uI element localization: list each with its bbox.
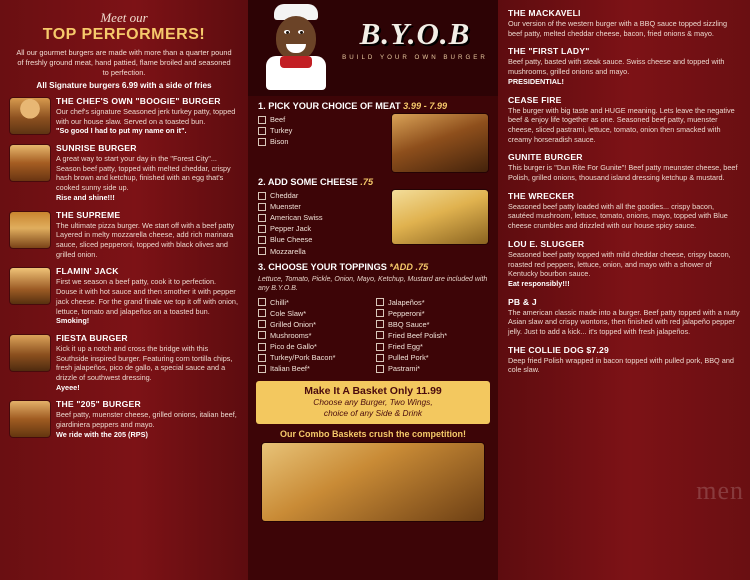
menu-item-description: Deep fried Polish wrapped in bacon topped with pulled pork, BBQ and cole slaw. [508, 355, 734, 375]
list-item [10, 96, 238, 136]
menu-item-description: The american classic made into a burger. Beef patty topped with a nutty Asian slaw and crispy wontons, then finished with red jalapeño pepper jelly. Just to add a kick... it's topped with fresh jalapeños. [508, 307, 740, 337]
step-3-title: CHOOSE YOUR TOPPINGS [268, 261, 387, 272]
logo-tagline: BUILD YOUR OWN BURGER [342, 54, 488, 61]
option-cheddar[interactable] [258, 190, 384, 201]
option-muenster[interactable] [258, 201, 384, 212]
checkbox-icon[interactable] [376, 331, 384, 339]
step-2-number: 2. [258, 177, 266, 187]
option-label: Beef [270, 115, 286, 124]
menu-item-tagline: Smoking! [56, 316, 90, 326]
list-item [508, 152, 742, 182]
menu-item-tagline: PRESIDENTIAL! [508, 76, 564, 86]
combo-basket-photo [262, 443, 484, 521]
option-turkey-pork-bacon[interactable] [258, 352, 370, 363]
chef-mascot-icon [260, 4, 332, 90]
menu-item-tagline: Eat responsibly!!! [508, 278, 570, 288]
option-label: Pastrami* [388, 364, 421, 374]
step-3-price: *ADD .75 [389, 261, 429, 272]
checkbox-icon[interactable] [258, 343, 266, 351]
checkbox-icon[interactable] [258, 365, 266, 373]
checkbox-icon[interactable] [258, 138, 266, 146]
logo-banner [248, 0, 498, 96]
cheese-photo [392, 190, 488, 244]
checkbox-icon[interactable] [258, 236, 266, 244]
menu-item-description: Seasoned beef patty loaded with all the goodies... crispy bacon, sautéed mushroom, lettuce, tomato, onions, mayo, topped with Blue cheese crumbles and drizzled with our house spicy sauce. [508, 201, 728, 231]
middle-column [248, 0, 498, 580]
menu-item-title: THE SUPREME [56, 209, 121, 220]
option-label: Mushrooms* [270, 330, 312, 340]
checkbox-icon[interactable] [376, 320, 384, 328]
list-item [508, 297, 742, 337]
checkbox-icon[interactable] [258, 203, 266, 211]
step-3-toppings [248, 257, 498, 375]
option-label: Italian Beef* [270, 364, 310, 374]
meat-options [258, 114, 384, 172]
checkbox-icon[interactable] [376, 365, 384, 373]
option-american-swiss[interactable] [258, 212, 384, 223]
step-2-heading [258, 177, 488, 187]
step-2-cheese [248, 172, 498, 257]
list-item [508, 8, 742, 38]
option-label: Turkey/Pork Bacon* [270, 353, 336, 363]
checkbox-icon[interactable] [258, 127, 266, 135]
menu-item-tagline: "So good I had to put my name on it". [56, 126, 187, 136]
checkbox-icon[interactable] [258, 309, 266, 317]
list-item [508, 46, 742, 86]
left-column [0, 0, 248, 580]
watermark: men [696, 476, 744, 505]
menu-item-description: Our chef's signature Seasoned jerk turkey patty, topped with our house slaw. Served on a toasted bun. [56, 106, 236, 126]
menu-item-description: Kick it up a notch and cross the bridge with this Southside inspired burger. Featuring corn tortilla chips, fresh jalapeños, pico de gallo, a special sauce and a drizzle of southwest dressing. [56, 343, 233, 383]
burger-photo [10, 145, 50, 181]
menu-item-description: This burger is "Dun Rite For Gunite"! Beef patty meunster cheese, beef Polish, grilled onions, thousand island dressing ketchup & mustard. [508, 163, 738, 183]
option-beef[interactable] [258, 114, 384, 125]
menu-item-description: Seasoned beef patty topped with mild cheddar cheese, crispy bacon, roasted red peppers, lettuce, onion, and mayo with a shower of Kentucky bourbon sauce. [508, 249, 731, 279]
burger-photo [10, 401, 50, 437]
option-label: BBQ Sauce* [388, 319, 430, 329]
top-performers-heading: TOP PERFORMERS! [42, 26, 206, 43]
basket-promo [256, 381, 490, 424]
checkbox-icon[interactable] [258, 331, 266, 339]
right-column [498, 0, 750, 580]
option-jalapenos[interactable] [376, 297, 488, 308]
option-label: Fried Egg* [388, 341, 423, 351]
step-2-title: ADD SOME CHEESE [267, 177, 358, 187]
menu-item-title: PB & J [508, 296, 537, 307]
checkbox-icon[interactable] [258, 298, 266, 306]
option-chilli[interactable] [258, 297, 370, 308]
step-1-title: PICK YOUR CHOICE OF MEAT [268, 101, 401, 111]
menu-item-description: The burger with big taste and HUGE meaning. Lets leave the negative beef & enjoy life together as one. Seasoned beef patty, muenster cheese, sliced pastrami, lettuce, tomato, onion then smacked with creamy horseradish sauce. [508, 105, 735, 144]
checkbox-icon[interactable] [376, 298, 384, 306]
checkbox-icon[interactable] [376, 309, 384, 317]
option-label: Cheddar [270, 191, 299, 200]
toppings-column-2 [376, 297, 488, 375]
option-bbq-sauce[interactable] [376, 319, 488, 330]
burger-photo [10, 212, 50, 248]
checkbox-icon[interactable] [258, 247, 266, 255]
option-pepper-jack[interactable] [258, 223, 384, 234]
checkbox-icon[interactable] [258, 320, 266, 328]
option-label: American Swiss [270, 213, 323, 223]
menu-item-description: First we season a beef patty, cook it to perfection. Douse it with hot sauce and then smother it with pepper jack cheese. For the grand finale we top it off with onion, lettuce, tomato and jalapeños on a toasted bun. [56, 277, 238, 316]
option-label: Mozzarella [270, 246, 306, 256]
menu-item-description: Our version of the western burger with a BBQ sauce topped sizzling beef patty, melted cheddar cheese, bacon, fried onions & mayo. [508, 19, 728, 38]
burger-photo [10, 335, 50, 371]
step-1-meat [248, 96, 498, 172]
option-mushrooms[interactable] [258, 330, 370, 341]
step-3-number: 3. [258, 261, 266, 272]
menu-item-description: A great way to start your day in the "Forest City"... Season beef patty, topped with melted cheddar, crispy hash brown and ketchup, finished with an egg that's cooked sunny side up. [56, 154, 231, 193]
menu-item-title: CEASE FIRE [508, 94, 562, 105]
list-item [10, 210, 238, 260]
option-pico-de-gallo[interactable] [258, 341, 370, 352]
menu-item-title: GUNITE BURGER [508, 152, 583, 163]
list-item [508, 191, 742, 231]
checkbox-icon[interactable] [376, 354, 384, 362]
list-item [508, 95, 742, 145]
signature-price-line: All Signature burgers 6.99 with a side of fries [36, 80, 212, 90]
option-pastrami[interactable] [376, 363, 488, 374]
menu-item-title: THE MACKAVELI [508, 8, 581, 18]
checkbox-icon[interactable] [258, 354, 266, 362]
option-blue-cheese[interactable] [258, 234, 384, 245]
option-italian-beef[interactable] [258, 363, 370, 374]
menu-item-tagline: Rise and shine!!! [56, 192, 115, 202]
option-label: Blue Cheese [270, 235, 313, 245]
checkbox-icon[interactable] [376, 343, 384, 351]
step-2-price: .75 [360, 177, 374, 187]
toppings-included-note: Lettuce, Tomato, Pickle, Onion, Mayo, Ketchup, Mustard are included with any B.Y.O.B. [258, 275, 488, 293]
option-mozzarella[interactable] [258, 246, 384, 257]
checkbox-icon[interactable] [258, 214, 266, 222]
basket-promo-line2: Choose any Burger, Two Wings, [313, 397, 433, 408]
list-item [10, 266, 238, 326]
option-pepperoni[interactable] [376, 308, 488, 319]
menu-item-title: FLAMIN' JACK [56, 266, 119, 277]
menu-item-description: The ultimate pizza burger. We start off with a beef patty Layered in melty mozzarella cheese, add rich marinara sauce, sliced pepperoni, topped with black olives and grilled onion. [56, 220, 235, 259]
option-cole-slaw[interactable] [258, 308, 370, 319]
meat-photo [392, 114, 488, 172]
meet-our-label: Meet our [100, 10, 148, 25]
option-label: Pulled Pork* [388, 353, 429, 363]
checkbox-icon[interactable] [258, 116, 266, 124]
option-label: Jalapeños* [388, 297, 425, 307]
option-pulled-pork[interactable] [376, 352, 488, 363]
menu-item-title: SUNRISE BURGER [56, 143, 137, 154]
menu-item-description: Beef patty, muenster cheese, grilled onions, italian beef, giardiniera peppers and mayo. [56, 410, 237, 430]
list-item [508, 345, 742, 375]
menu-item-title: THE "FIRST LADY" [508, 46, 590, 57]
burger-photo [10, 268, 50, 304]
menu-item-title: THE "205" BURGER [56, 399, 141, 410]
option-grilled-onion[interactable] [258, 319, 370, 330]
logo-text: B.Y.O.B [359, 16, 471, 51]
list-item [10, 399, 238, 439]
menu-item-title: THE COLLIE DOG $7.29 [508, 344, 609, 355]
option-label: Muenster [270, 202, 301, 212]
basket-promo-headline: Make It A Basket Only 11.99 [304, 385, 442, 398]
step-1-heading [258, 101, 488, 111]
menu-item-description: Beef patty, basted with steak sauce. Swiss cheese and topped with mushrooms, grilled onions and mayo. [508, 57, 725, 77]
menu-item-tagline: Ayeee! [56, 382, 80, 392]
option-label: Pepper Jack [270, 224, 312, 234]
left-intro-text: All our gourmet burgers are made with more than a quarter pound of freshly ground meat, hand pattied, flame broiled and seasoned to perfection. [16, 48, 232, 77]
checkbox-icon[interactable] [258, 192, 266, 200]
option-label: Turkey [270, 126, 293, 136]
option-bison[interactable] [258, 136, 384, 147]
option-label: Pepperoni* [388, 308, 425, 318]
combo-heading: Our Combo Baskets crush the competition! [279, 429, 467, 440]
step-1-price: 3.99 - 7.99 [403, 101, 448, 111]
option-label: Grilled Onion* [270, 319, 317, 329]
byob-logo [340, 18, 490, 61]
option-fried-egg[interactable] [376, 341, 488, 352]
option-label: Cole Slaw* [270, 308, 307, 318]
checkbox-icon[interactable] [258, 225, 266, 233]
step-1-number: 1. [258, 101, 266, 111]
toppings-column-1 [258, 297, 370, 375]
list-item [508, 239, 742, 289]
cheese-options [258, 190, 384, 257]
option-fried-beef-polish[interactable] [376, 330, 488, 341]
option-turkey[interactable] [258, 125, 384, 136]
menu-item-title: LOU E. SLUGGER [508, 238, 585, 249]
menu-item-title: THE WRECKER [508, 190, 575, 201]
step-3-heading [258, 262, 488, 272]
burger-photo [10, 98, 50, 134]
menu-item-title: THE CHEF'S OWN "BOOGIE" BURGER [56, 95, 221, 106]
menu-item-tagline: We ride with the 205 (RPS) [56, 429, 148, 439]
list-item [10, 333, 238, 393]
basket-promo-line3: choice of any Side & Drink [323, 408, 423, 419]
option-label: Fried Beef Polish* [388, 330, 448, 340]
option-label: Chilli* [270, 297, 289, 307]
option-label: Pico de Gallo* [270, 341, 317, 351]
menu-item-title: FIESTA BURGER [56, 332, 128, 343]
option-label: Bison [270, 137, 289, 147]
list-item [10, 143, 238, 203]
